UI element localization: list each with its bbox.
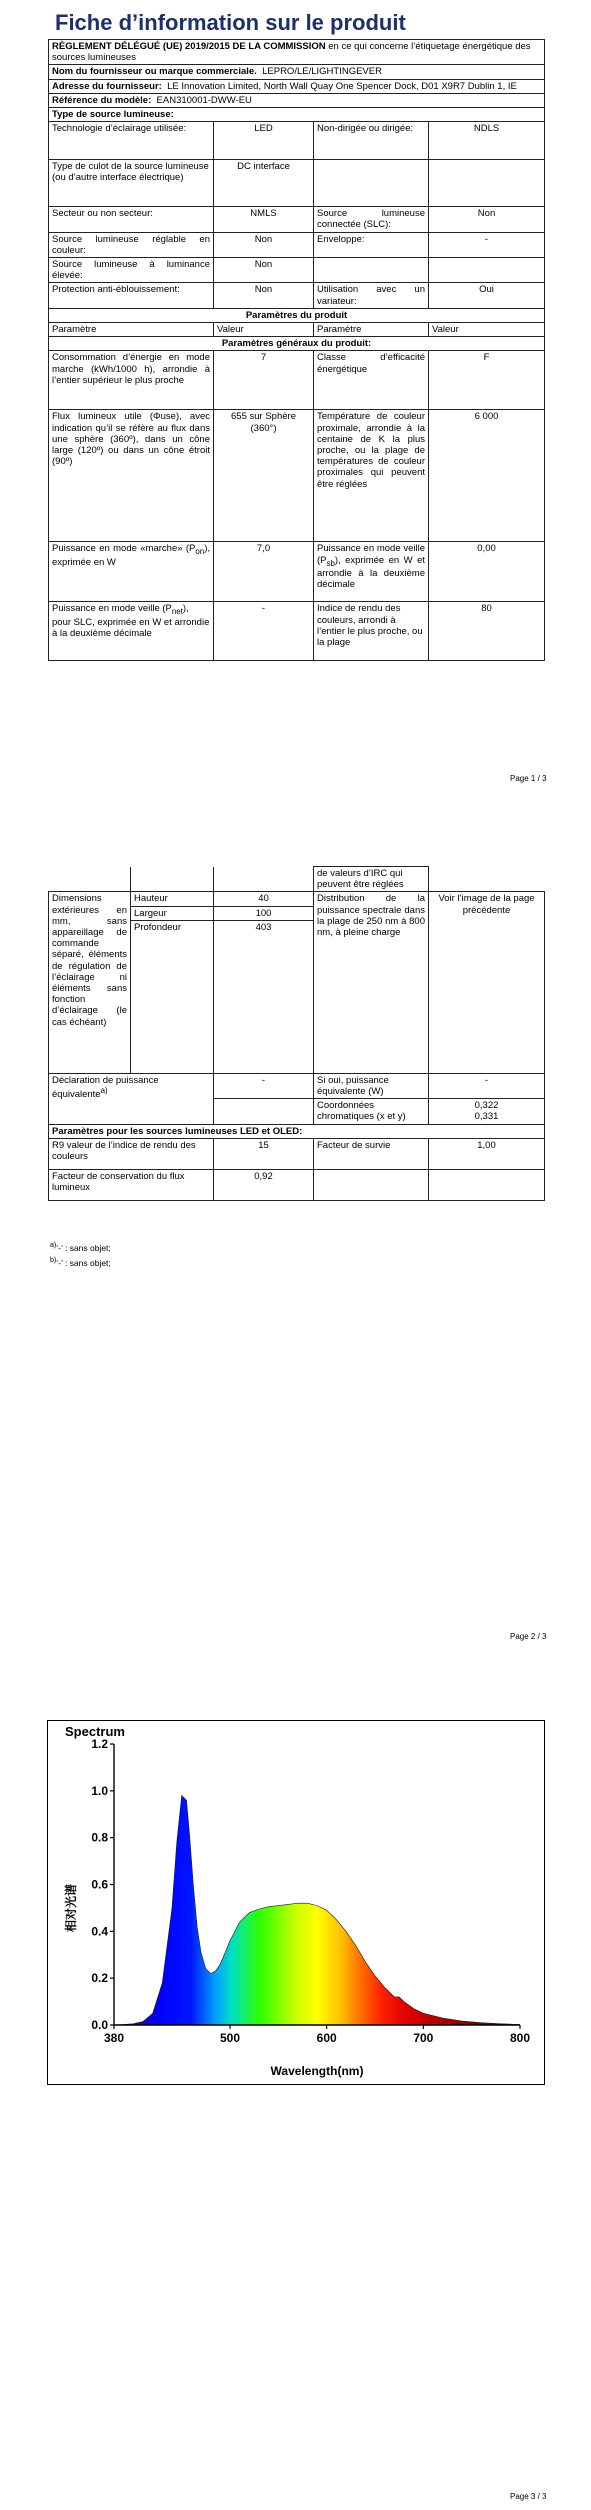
param-value: 655 sur Sphère (360°) [214,410,314,542]
param-label: Consommation d’énergie en mode marche (kWh/1000 h), arrondie à l’entier supérieur le plus proche [49,351,214,410]
table-row [49,232,545,257]
equivalent-power-value: - [214,1073,314,1098]
param-label: Facteur de survie [314,1138,429,1169]
param-label: Facteur de conservation du flux lumineux [49,1169,214,1200]
y-tick-label: 0.4 [91,1924,108,1939]
param-value: - [429,232,545,257]
y-tick-label: 0.6 [91,1877,108,1892]
param-value: F [429,351,545,410]
param-label: Température de couleur proximale, arrondie à la centaine de K la plus proche, ou la plage de températures de couleur proximales qui peuvent être réglées [314,410,429,542]
param-label: Source lumineuse réglable en couleur: [49,232,214,257]
param-label: Puissance en mode veille $(P_{net})$, pour SLC, exprimée en W et arrondie à la deuxième décimale [49,602,214,661]
param-value: 7 [214,351,314,410]
col-header-value: Valeur [214,323,314,337]
param-value: 15 [214,1138,314,1169]
param-value: 7,0 [214,542,314,602]
param-value: NMLS [214,207,314,232]
footnote: $^{a)}$‘-’ : sans objet; [50,1241,111,1253]
param-label: Utilisation avec un variateur: [314,283,429,308]
depth-label: Profondeur [131,920,214,1073]
footnote: $^{b)}$‘-’ : sans objet; [50,1256,111,1269]
table-row [49,1073,545,1098]
param-label: Protection anti-éblouissement: [49,283,214,308]
table-row [49,258,545,283]
supplier-name-row: Nom du fournisseur ou marque commerciale. LEPRO/LE/LIGHTINGEVER [49,65,545,79]
table-row [49,122,545,160]
product-info-table [48,39,545,661]
table-row [49,1138,545,1169]
height-value: 40 [214,892,314,906]
x-tick-label: 380 [103,2031,125,2045]
param-value: - [429,1073,545,1098]
spectrum-chart [47,1720,545,2085]
product-info-table-continued [48,866,545,1201]
param-value: 6 000 [429,410,545,542]
param-label: Source lumineuse connectée (SLC): [314,207,429,232]
x-tick-label: 800 [509,2031,531,2045]
param-label: Puissance en mode «marche» $(P_{on})$, exprimée en W [49,542,214,602]
table-row [49,602,545,661]
chart-title: Spectrum [65,1724,125,1739]
page-number: Page 3 / 3 [510,2492,547,2501]
param-value: Non [214,283,314,308]
y-tick-label: 1.2 [91,1737,108,1751]
param-label: Flux lumineux utile (Φuse), avec indication qu’il se réfère au flux dans une sphère (360º), dans un cône large (120º) ou dans un cône étroit (90º) [49,410,214,542]
param-value: Oui [429,283,545,308]
param-label: Puissance en mode veille $(P_{sb})$, exprimée en W et arrondie à la deuxième décimale [314,542,429,602]
table-row [49,867,545,892]
y-tick-label: 0.8 [91,1830,108,1845]
param-value [429,160,545,207]
model-reference-row: Référence du modèle: EAN310001-DWW-EU [49,93,545,107]
height-label: Hauteur [131,892,214,906]
table-row [49,160,545,207]
param-label [314,258,429,283]
x-axis-label: Wavelength(nm) [270,2064,364,2078]
param-label: Classe d’efficacité énergétique [314,351,429,410]
general-param-rows [49,351,545,542]
width-value: 100 [214,906,314,920]
param-label: de valeurs d’IRC qui peuvent être réglées [314,867,429,892]
param-label: Indice de rendu des couleurs, arrondi à l’entier le plus proche, ou la plage [314,602,429,661]
page-number: Page 1 / 3 [510,774,547,783]
param-value: 80 [429,602,545,661]
param-value: LED [214,122,314,160]
footnotes [50,1240,111,1271]
source-type-rows [49,122,545,309]
y-tick-label: 0.2 [91,1971,108,1986]
table-row [49,351,545,410]
table-row [49,410,545,542]
param-value: Non [429,207,545,232]
param-value: DC interface [214,160,314,207]
param-label: Si oui, puissance équivalente (W) [314,1073,429,1098]
dimensions-label: Dimensions extérieures en mm, sans appareillage de commande séparé, éléments de régulation de l’éclairage ni éléments sans fonction d’éclairage (le cas échéant) [49,892,131,1073]
led-param-rows [49,1138,545,1200]
product-params-header: Paramètres du produit [49,308,545,322]
regulation-text: RÈGLEMENT DÉLÉGUÉ (UE) 2019/2015 DE LA COMMISSION en ce qui concerne l’étiquetage énergétique des sources lumineuses [49,40,545,65]
spectral-distribution-label: Distribution de la puissance spectrale dans la plage de 250 nm à 800 nm, à pleine charge [314,892,429,1073]
param-label [314,160,429,207]
param-value [429,258,545,283]
table-row [49,1169,545,1200]
param-value: 0,92 [214,1169,314,1200]
page-title: Fiche d’information sur le produit [55,10,406,35]
dimensions-row [49,892,545,906]
spectral-distribution-value: Voir l’image de la page précédente [429,892,545,1073]
chromaticity-label: Coordonnées chromatiques (x et y) [314,1099,429,1124]
y-tick-label: 0.0 [91,2018,108,2032]
param-label: Non-dirigée ou dirigée: [314,122,429,160]
equivalent-power-label: Déclaration de puissance équivalente$^{a)}$ [49,1073,214,1124]
param-label: Secteur ou non secteur: [49,207,214,232]
column-header-row [49,323,545,337]
depth-value: 403 [214,920,314,1073]
col-header-parameter: Paramètre [314,323,429,337]
source-type-header: Type de source lumineuse: [49,108,545,122]
param-value: 0,00 [429,542,545,602]
table-row [49,283,545,308]
param-value: Non [214,232,314,257]
table-row [49,542,545,602]
param-value: NDLS [429,122,545,160]
param-value: Non [214,258,314,283]
param-value [429,1169,545,1200]
width-label: Largeur [131,906,214,920]
y-tick-label: 1.0 [91,1783,108,1798]
param-label: Type de culot de la source lumineuse (ou d’autre interface électrique) [49,160,214,207]
page-number: Page 2 / 3 [510,1632,547,1641]
param-label: Enveloppe: [314,232,429,257]
param-value: - [214,602,314,661]
param-value: 1,00 [429,1138,545,1169]
col-header-value: Valeur [429,323,545,337]
param-label: Source lumineuse à luminance élevée: [49,258,214,283]
col-header-parameter: Paramètre [49,323,214,337]
param-label: Technologie d’éclairage utilisée: [49,122,214,160]
general-params-header: Paramètres généraux du produit: [49,337,545,351]
x-tick-label: 700 [413,2031,434,2045]
supplier-address-row: Adresse du fournisseur: LE Innovation Limited, North Wall Quay One Spencer Dock, D01 X9R7 Dublin 1, IE [49,79,545,93]
y-axis-label: 相对光谱 [64,1883,78,1933]
param-label [314,1169,429,1200]
x-tick-label: 500 [219,2031,241,2045]
chromaticity-values: 0,322 0,331 [429,1099,545,1124]
led-params-header: Paramètres pour les sources lumineuses LED et OLED: [49,1124,545,1138]
x-tick-label: 600 [316,2031,337,2045]
param-label: R9 valeur de l’indice de rendu des couleurs [49,1138,214,1169]
table-row [49,207,545,232]
